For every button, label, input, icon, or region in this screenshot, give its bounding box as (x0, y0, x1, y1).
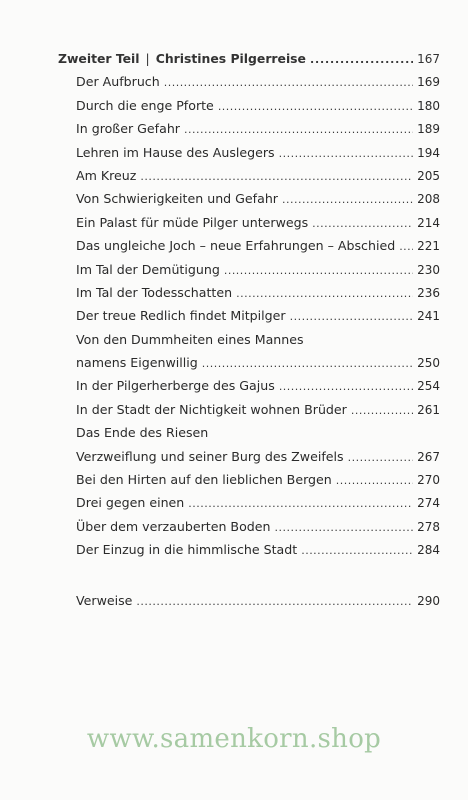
dot-leader (290, 305, 414, 328)
page-number: 169 (417, 75, 440, 90)
toc-entry (58, 187, 440, 210)
toc-entry (58, 445, 440, 468)
dot-leader (399, 235, 413, 258)
toc-entry (58, 538, 440, 561)
page-number: 284 (417, 543, 440, 558)
dot-leader (218, 95, 413, 118)
page-number: 236 (417, 285, 440, 300)
page-number: 261 (417, 402, 440, 417)
dot-leader (184, 118, 413, 141)
dot-leader (348, 446, 414, 469)
entry-title: Am Kreuz (76, 167, 137, 183)
entry-title: In der Pilgerherberge des Gajus (76, 378, 275, 394)
page-number: 274 (417, 496, 440, 511)
toc-entry (58, 70, 440, 93)
dot-leader (282, 188, 413, 211)
section-title: Christines Pilgerreise (155, 51, 306, 66)
toc-entry (58, 234, 440, 257)
dot-leader (310, 48, 413, 71)
entry-title: Der treue Redlich findet Mitpilger (76, 308, 286, 324)
entry-title-line2: namens Eigenwillig (76, 355, 198, 371)
entry-title: Das ungleiche Joch – neue Erfahrungen – Abschied (76, 238, 396, 254)
page-number: 180 (417, 98, 440, 113)
entry-title-line2: Verzweiflung und seiner Burg des Zweifels (76, 448, 344, 464)
page-number: 270 (417, 473, 440, 488)
dot-leader (136, 590, 413, 613)
dot-leader (164, 71, 413, 94)
page-number: 194 (417, 145, 440, 160)
section-heading-label (58, 47, 306, 70)
toc-entry-first-line (58, 328, 440, 351)
toc-entry (58, 491, 440, 514)
entry-title: Drei gegen einen (76, 495, 185, 511)
entry-title: Im Tal der Demütigung (76, 261, 220, 277)
page-number: 214 (417, 215, 440, 230)
page-number: 290 (417, 593, 440, 608)
toc-entry (58, 515, 440, 538)
entry-title: Der Aufbruch (76, 74, 160, 90)
toc-entry (58, 304, 440, 327)
dot-leader (279, 142, 413, 165)
table-of-contents (58, 47, 440, 612)
entry-title: In großer Gefahr (76, 121, 180, 137)
toc-entry (58, 258, 440, 281)
toc-entry (58, 117, 440, 140)
page-number: 250 (417, 356, 440, 371)
dot-leader (351, 399, 413, 422)
entry-title: Von Schwierigkeiten und Gefahr (76, 191, 278, 207)
dot-leader (188, 492, 413, 515)
page-number: 221 (417, 239, 440, 254)
page-number: 205 (417, 168, 440, 183)
dot-leader (336, 469, 413, 492)
toc-entry (58, 468, 440, 491)
toc-entry (58, 351, 440, 374)
dot-leader (236, 282, 413, 305)
entry-title: Im Tal der Todesschatten (76, 284, 233, 300)
page-number: 230 (417, 262, 440, 277)
section-separator: | (145, 51, 150, 66)
toc-entry (58, 281, 440, 304)
toc-entry (58, 164, 440, 187)
page-number: 267 (417, 449, 440, 464)
dot-leader (312, 212, 413, 235)
entry-title: Bei den Hirten auf den lieblichen Bergen (76, 472, 332, 488)
dot-leader (275, 516, 414, 539)
dot-leader (224, 259, 413, 282)
toc-entry (58, 374, 440, 397)
entry-title: Verweise (76, 592, 133, 608)
page-number: 241 (417, 309, 440, 324)
dot-leader (140, 165, 413, 188)
entry-title: Über dem verzauberten Boden (76, 518, 271, 534)
watermark: www.samenkorn.shop (86, 724, 382, 754)
toc-entry (58, 141, 440, 164)
page-number: 167 (417, 52, 440, 66)
entry-title-line1: Das Ende des Riesen (76, 425, 209, 441)
toc-entry (58, 398, 440, 421)
entry-title: Durch die enge Pforte (76, 97, 214, 113)
page-number: 278 (417, 519, 440, 534)
toc-entry (58, 94, 440, 117)
toc-section-heading (58, 47, 440, 70)
page-number: 208 (417, 192, 440, 207)
section-gap (58, 562, 440, 589)
section-part: Zweiter Teil (58, 51, 140, 66)
entry-title: Der Einzug in die himmlische Stadt (76, 542, 298, 558)
dot-leader (202, 352, 413, 375)
dot-leader (279, 375, 413, 398)
entry-title-line1: Von den Dummheiten eines Mannes (76, 331, 304, 347)
toc-appendix-entry (58, 589, 440, 612)
entry-title: In der Stadt der Nichtigkeit wohnen Brüder (76, 401, 347, 417)
entry-title: Lehren im Hause des Auslegers (76, 144, 275, 160)
toc-entry (58, 211, 440, 234)
toc-entry-first-line (58, 421, 440, 444)
page-number: 254 (417, 379, 440, 394)
dot-leader (301, 539, 413, 562)
entry-title: Ein Palast für müde Pilger unterwegs (76, 214, 309, 230)
page-number: 189 (417, 122, 440, 137)
